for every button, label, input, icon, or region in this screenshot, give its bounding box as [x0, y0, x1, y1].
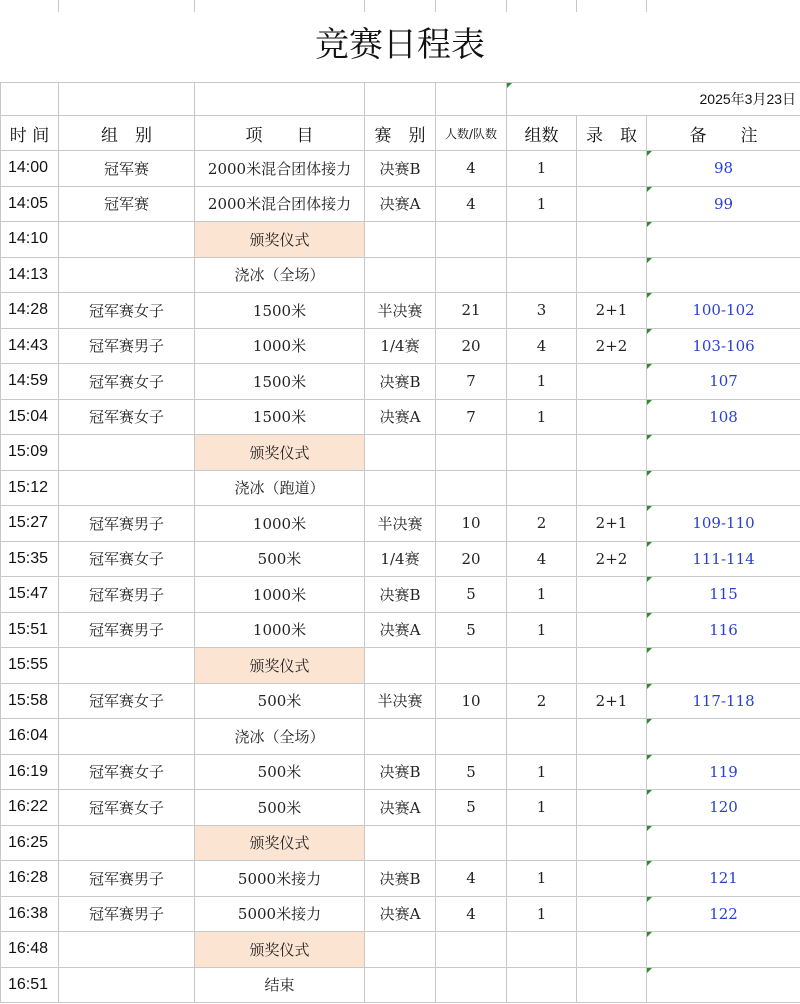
round-cell[interactable]: 1/4赛: [365, 328, 436, 364]
groups-cell[interactable]: [507, 470, 577, 506]
event-cell[interactable]: 颁奖仪式: [195, 648, 365, 684]
note-cell[interactable]: [647, 435, 800, 471]
round-cell[interactable]: 半决赛: [365, 683, 436, 719]
group-cell[interactable]: 冠军赛女子: [59, 790, 195, 826]
schedule-row: [1, 861, 800, 897]
count-cell[interactable]: 4: [436, 151, 507, 187]
time-cell[interactable]: 15:58: [1, 683, 59, 719]
qualify-cell[interactable]: 2+1: [577, 683, 647, 719]
count-cell[interactable]: 7: [436, 399, 507, 435]
qualify-cell[interactable]: [577, 719, 647, 755]
group-cell[interactable]: 冠军赛女子: [59, 399, 195, 435]
count-cell[interactable]: 5: [436, 612, 507, 648]
round-cell[interactable]: 决赛B: [365, 364, 436, 400]
header-time[interactable]: 时 间: [1, 116, 59, 151]
group-cell[interactable]: 冠军赛男子: [59, 861, 195, 897]
schedule-row: [1, 293, 800, 329]
note-cell[interactable]: [647, 967, 800, 1003]
count-cell[interactable]: 4: [436, 861, 507, 897]
header-group[interactable]: 组 别: [59, 116, 195, 151]
group-cell[interactable]: [59, 719, 195, 755]
event-cell[interactable]: 1000米: [195, 328, 365, 364]
qualify-cell[interactable]: [577, 186, 647, 222]
groups-cell[interactable]: 1: [507, 790, 577, 826]
event-cell[interactable]: 2000米混合团体接力: [195, 186, 365, 222]
round-cell[interactable]: 半决赛: [365, 506, 436, 542]
header-round[interactable]: 赛 别: [365, 116, 436, 151]
round-cell[interactable]: 决赛A: [365, 186, 436, 222]
note-cell[interactable]: 121: [647, 861, 800, 897]
schedule-row: [1, 506, 800, 542]
groups-cell[interactable]: 4: [507, 541, 577, 577]
cell[interactable]: [59, 83, 195, 116]
qualify-cell[interactable]: [577, 790, 647, 826]
schedule-row: [1, 328, 800, 364]
event-cell[interactable]: 颁奖仪式: [195, 222, 365, 258]
event-cell[interactable]: 浇冰（全场）: [195, 257, 365, 293]
groups-cell[interactable]: [507, 825, 577, 861]
qualify-cell[interactable]: 2+2: [577, 328, 647, 364]
event-cell[interactable]: 500米: [195, 790, 365, 826]
groups-cell[interactable]: 2: [507, 506, 577, 542]
schedule-row: [1, 577, 800, 613]
schedule-body: [1, 83, 800, 1003]
round-cell[interactable]: [365, 825, 436, 861]
schedule-row: [1, 364, 800, 400]
round-cell[interactable]: [365, 257, 436, 293]
note-cell[interactable]: 119: [647, 754, 800, 790]
event-cell[interactable]: 浇冰（全场）: [195, 719, 365, 755]
event-cell[interactable]: 颁奖仪式: [195, 825, 365, 861]
qualify-cell[interactable]: [577, 861, 647, 897]
groups-cell[interactable]: 1: [507, 612, 577, 648]
qualify-cell[interactable]: [577, 612, 647, 648]
group-cell[interactable]: [59, 825, 195, 861]
group-cell[interactable]: [59, 932, 195, 968]
note-cell[interactable]: 116: [647, 612, 800, 648]
event-cell[interactable]: 500米: [195, 541, 365, 577]
event-cell[interactable]: 500米: [195, 754, 365, 790]
event-cell[interactable]: 5000米接力: [195, 896, 365, 932]
note-cell[interactable]: [647, 825, 800, 861]
group-cell[interactable]: [59, 967, 195, 1003]
time-cell[interactable]: 16:38: [1, 896, 59, 932]
groups-cell[interactable]: 4: [507, 328, 577, 364]
schedule-row: [1, 683, 800, 719]
qualify-cell[interactable]: [577, 648, 647, 684]
group-cell[interactable]: 冠军赛女子: [59, 683, 195, 719]
page-title: 竞赛日程表: [0, 0, 800, 83]
header-event[interactable]: 项 目: [195, 116, 365, 151]
note-cell[interactable]: 117-118: [647, 683, 800, 719]
group-cell[interactable]: [59, 470, 195, 506]
groups-cell[interactable]: [507, 435, 577, 471]
time-cell[interactable]: 15:35: [1, 541, 59, 577]
note-cell[interactable]: 107: [647, 364, 800, 400]
count-cell[interactable]: [436, 719, 507, 755]
qualify-cell[interactable]: 2+2: [577, 541, 647, 577]
time-cell[interactable]: 15:09: [1, 435, 59, 471]
groups-cell[interactable]: [507, 967, 577, 1003]
header-groups[interactable]: 组数: [507, 116, 577, 151]
groups-cell[interactable]: 1: [507, 364, 577, 400]
header-count[interactable]: 人数/队数: [436, 116, 507, 151]
note-cell[interactable]: [647, 470, 800, 506]
count-cell[interactable]: 21: [436, 293, 507, 329]
time-cell[interactable]: 15:12: [1, 470, 59, 506]
time-cell[interactable]: 14:43: [1, 328, 59, 364]
qualify-cell[interactable]: [577, 435, 647, 471]
round-cell[interactable]: [365, 648, 436, 684]
groups-cell[interactable]: 1: [507, 896, 577, 932]
groups-cell[interactable]: 3: [507, 293, 577, 329]
time-cell[interactable]: 16:04: [1, 719, 59, 755]
count-cell[interactable]: 7: [436, 364, 507, 400]
count-cell[interactable]: 4: [436, 896, 507, 932]
note-cell[interactable]: [647, 932, 800, 968]
groups-cell[interactable]: 1: [507, 861, 577, 897]
group-cell[interactable]: 冠军赛男子: [59, 896, 195, 932]
qualify-cell[interactable]: [577, 151, 647, 187]
round-cell[interactable]: 决赛A: [365, 399, 436, 435]
count-cell[interactable]: 4: [436, 186, 507, 222]
group-cell[interactable]: 冠军赛男子: [59, 577, 195, 613]
time-cell[interactable]: 14:00: [1, 151, 59, 187]
note-cell[interactable]: 109-110: [647, 506, 800, 542]
round-cell[interactable]: [365, 435, 436, 471]
group-cell[interactable]: 冠军赛女子: [59, 364, 195, 400]
count-cell[interactable]: [436, 222, 507, 258]
schedule-row: [1, 435, 800, 471]
time-cell[interactable]: 15:47: [1, 577, 59, 613]
schedule-row: [1, 754, 800, 790]
header-note[interactable]: 备 注: [647, 116, 800, 151]
groups-cell[interactable]: [507, 257, 577, 293]
time-cell[interactable]: 15:55: [1, 648, 59, 684]
schedule-row: [1, 896, 800, 932]
schedule-row: [1, 470, 800, 506]
group-cell[interactable]: [59, 648, 195, 684]
cell[interactable]: [1, 83, 59, 116]
group-cell[interactable]: 冠军赛: [59, 186, 195, 222]
note-cell[interactable]: [647, 719, 800, 755]
round-cell[interactable]: [365, 719, 436, 755]
group-cell[interactable]: 冠军赛: [59, 151, 195, 187]
group-cell[interactable]: 冠军赛男子: [59, 328, 195, 364]
event-cell[interactable]: 1500米: [195, 293, 365, 329]
count-cell[interactable]: 5: [436, 790, 507, 826]
count-cell[interactable]: [436, 967, 507, 1003]
time-cell[interactable]: 16:25: [1, 825, 59, 861]
cell[interactable]: [365, 83, 436, 116]
groups-cell[interactable]: 1: [507, 151, 577, 187]
time-cell[interactable]: 14:05: [1, 186, 59, 222]
groups-cell[interactable]: [507, 648, 577, 684]
event-cell[interactable]: 1000米: [195, 577, 365, 613]
time-cell[interactable]: 16:48: [1, 932, 59, 968]
note-cell[interactable]: 108: [647, 399, 800, 435]
round-cell[interactable]: 1/4赛: [365, 541, 436, 577]
header-qualify[interactable]: 录 取: [577, 116, 647, 151]
group-cell[interactable]: 冠军赛男子: [59, 612, 195, 648]
schedule-row: [1, 257, 800, 293]
cell[interactable]: [436, 83, 507, 116]
note-cell[interactable]: [647, 257, 800, 293]
note-cell[interactable]: [647, 648, 800, 684]
note-cell[interactable]: 103-106: [647, 328, 800, 364]
note-cell[interactable]: 100-102: [647, 293, 800, 329]
event-cell[interactable]: 颁奖仪式: [195, 435, 365, 471]
round-cell[interactable]: 决赛B: [365, 577, 436, 613]
groups-cell[interactable]: 2: [507, 683, 577, 719]
note-cell[interactable]: 98: [647, 151, 800, 187]
qualify-cell[interactable]: [577, 932, 647, 968]
round-cell[interactable]: 决赛A: [365, 612, 436, 648]
note-cell[interactable]: 122: [647, 896, 800, 932]
schedule-row: [1, 186, 800, 222]
groups-cell[interactable]: [507, 932, 577, 968]
schedule-row: [1, 222, 800, 258]
note-cell[interactable]: 120: [647, 790, 800, 826]
schedule-row: [1, 648, 800, 684]
round-cell[interactable]: [365, 222, 436, 258]
schedule-row: [1, 932, 800, 968]
round-cell[interactable]: [365, 932, 436, 968]
count-cell[interactable]: 10: [436, 506, 507, 542]
schedule-row: [1, 151, 800, 187]
event-cell[interactable]: 5000米接力: [195, 861, 365, 897]
time-cell[interactable]: 15:27: [1, 506, 59, 542]
count-cell[interactable]: 20: [436, 541, 507, 577]
schedule-row: [1, 719, 800, 755]
group-cell[interactable]: 冠军赛女子: [59, 541, 195, 577]
qualify-cell[interactable]: [577, 577, 647, 613]
count-cell[interactable]: [436, 648, 507, 684]
date-row: [1, 83, 800, 116]
groups-cell[interactable]: 1: [507, 577, 577, 613]
time-cell[interactable]: 15:04: [1, 399, 59, 435]
event-cell[interactable]: 颁奖仪式: [195, 932, 365, 968]
groups-cell[interactable]: [507, 222, 577, 258]
group-cell[interactable]: [59, 435, 195, 471]
note-cell[interactable]: 99: [647, 186, 800, 222]
event-cell[interactable]: 500米: [195, 683, 365, 719]
count-cell[interactable]: 20: [436, 328, 507, 364]
event-cell[interactable]: 1000米: [195, 612, 365, 648]
schedule-row: [1, 612, 800, 648]
event-cell[interactable]: 1500米: [195, 399, 365, 435]
cell[interactable]: [195, 83, 365, 116]
schedule-row: [1, 541, 800, 577]
time-cell[interactable]: 16:22: [1, 790, 59, 826]
qualify-cell[interactable]: [577, 257, 647, 293]
round-cell[interactable]: 决赛B: [365, 151, 436, 187]
event-cell[interactable]: 1000米: [195, 506, 365, 542]
groups-cell[interactable]: 1: [507, 754, 577, 790]
qualify-cell[interactable]: [577, 967, 647, 1003]
group-cell[interactable]: 冠军赛男子: [59, 506, 195, 542]
event-cell[interactable]: 结束: [195, 967, 365, 1003]
event-cell[interactable]: 2000米混合团体接力: [195, 151, 365, 187]
round-cell[interactable]: 半决赛: [365, 293, 436, 329]
count-cell[interactable]: 5: [436, 577, 507, 613]
count-cell[interactable]: 10: [436, 683, 507, 719]
group-cell[interactable]: 冠军赛女子: [59, 754, 195, 790]
event-cell[interactable]: 1500米: [195, 364, 365, 400]
schedule-date[interactable]: 2025年3月23日: [507, 83, 800, 116]
schedule-row: [1, 967, 800, 1003]
round-cell[interactable]: 决赛A: [365, 896, 436, 932]
groups-cell[interactable]: 1: [507, 399, 577, 435]
schedule-row: [1, 790, 800, 826]
note-cell[interactable]: [647, 222, 800, 258]
time-cell[interactable]: 14:10: [1, 222, 59, 258]
time-cell[interactable]: 16:28: [1, 861, 59, 897]
time-cell[interactable]: 14:28: [1, 293, 59, 329]
round-cell[interactable]: 决赛B: [365, 861, 436, 897]
schedule-table: [0, 82, 800, 1003]
time-cell[interactable]: 14:59: [1, 364, 59, 400]
time-cell[interactable]: 16:19: [1, 754, 59, 790]
time-cell[interactable]: 14:13: [1, 257, 59, 293]
count-cell[interactable]: [436, 435, 507, 471]
round-cell[interactable]: 决赛B: [365, 754, 436, 790]
count-cell[interactable]: [436, 257, 507, 293]
count-cell[interactable]: [436, 825, 507, 861]
group-cell[interactable]: 冠军赛女子: [59, 293, 195, 329]
round-cell[interactable]: [365, 967, 436, 1003]
qualify-cell[interactable]: [577, 825, 647, 861]
header-row: [1, 116, 800, 151]
time-cell[interactable]: 15:51: [1, 612, 59, 648]
note-cell[interactable]: 115: [647, 577, 800, 613]
groups-cell[interactable]: [507, 719, 577, 755]
schedule-row: [1, 399, 800, 435]
qualify-cell[interactable]: [577, 470, 647, 506]
qualify-cell[interactable]: [577, 364, 647, 400]
qualify-cell[interactable]: 2+1: [577, 506, 647, 542]
qualify-cell[interactable]: [577, 222, 647, 258]
count-cell[interactable]: [436, 470, 507, 506]
qualify-cell[interactable]: [577, 896, 647, 932]
event-cell[interactable]: 浇冰（跑道）: [195, 470, 365, 506]
group-cell[interactable]: [59, 257, 195, 293]
qualify-cell[interactable]: [577, 399, 647, 435]
round-cell[interactable]: 决赛A: [365, 790, 436, 826]
note-cell[interactable]: 111-114: [647, 541, 800, 577]
round-cell[interactable]: [365, 470, 436, 506]
groups-cell[interactable]: 1: [507, 186, 577, 222]
qualify-cell[interactable]: [577, 754, 647, 790]
time-cell[interactable]: 16:51: [1, 967, 59, 1003]
group-cell[interactable]: [59, 222, 195, 258]
count-cell[interactable]: [436, 932, 507, 968]
count-cell[interactable]: 5: [436, 754, 507, 790]
schedule-row: [1, 825, 800, 861]
qualify-cell[interactable]: 2+1: [577, 293, 647, 329]
